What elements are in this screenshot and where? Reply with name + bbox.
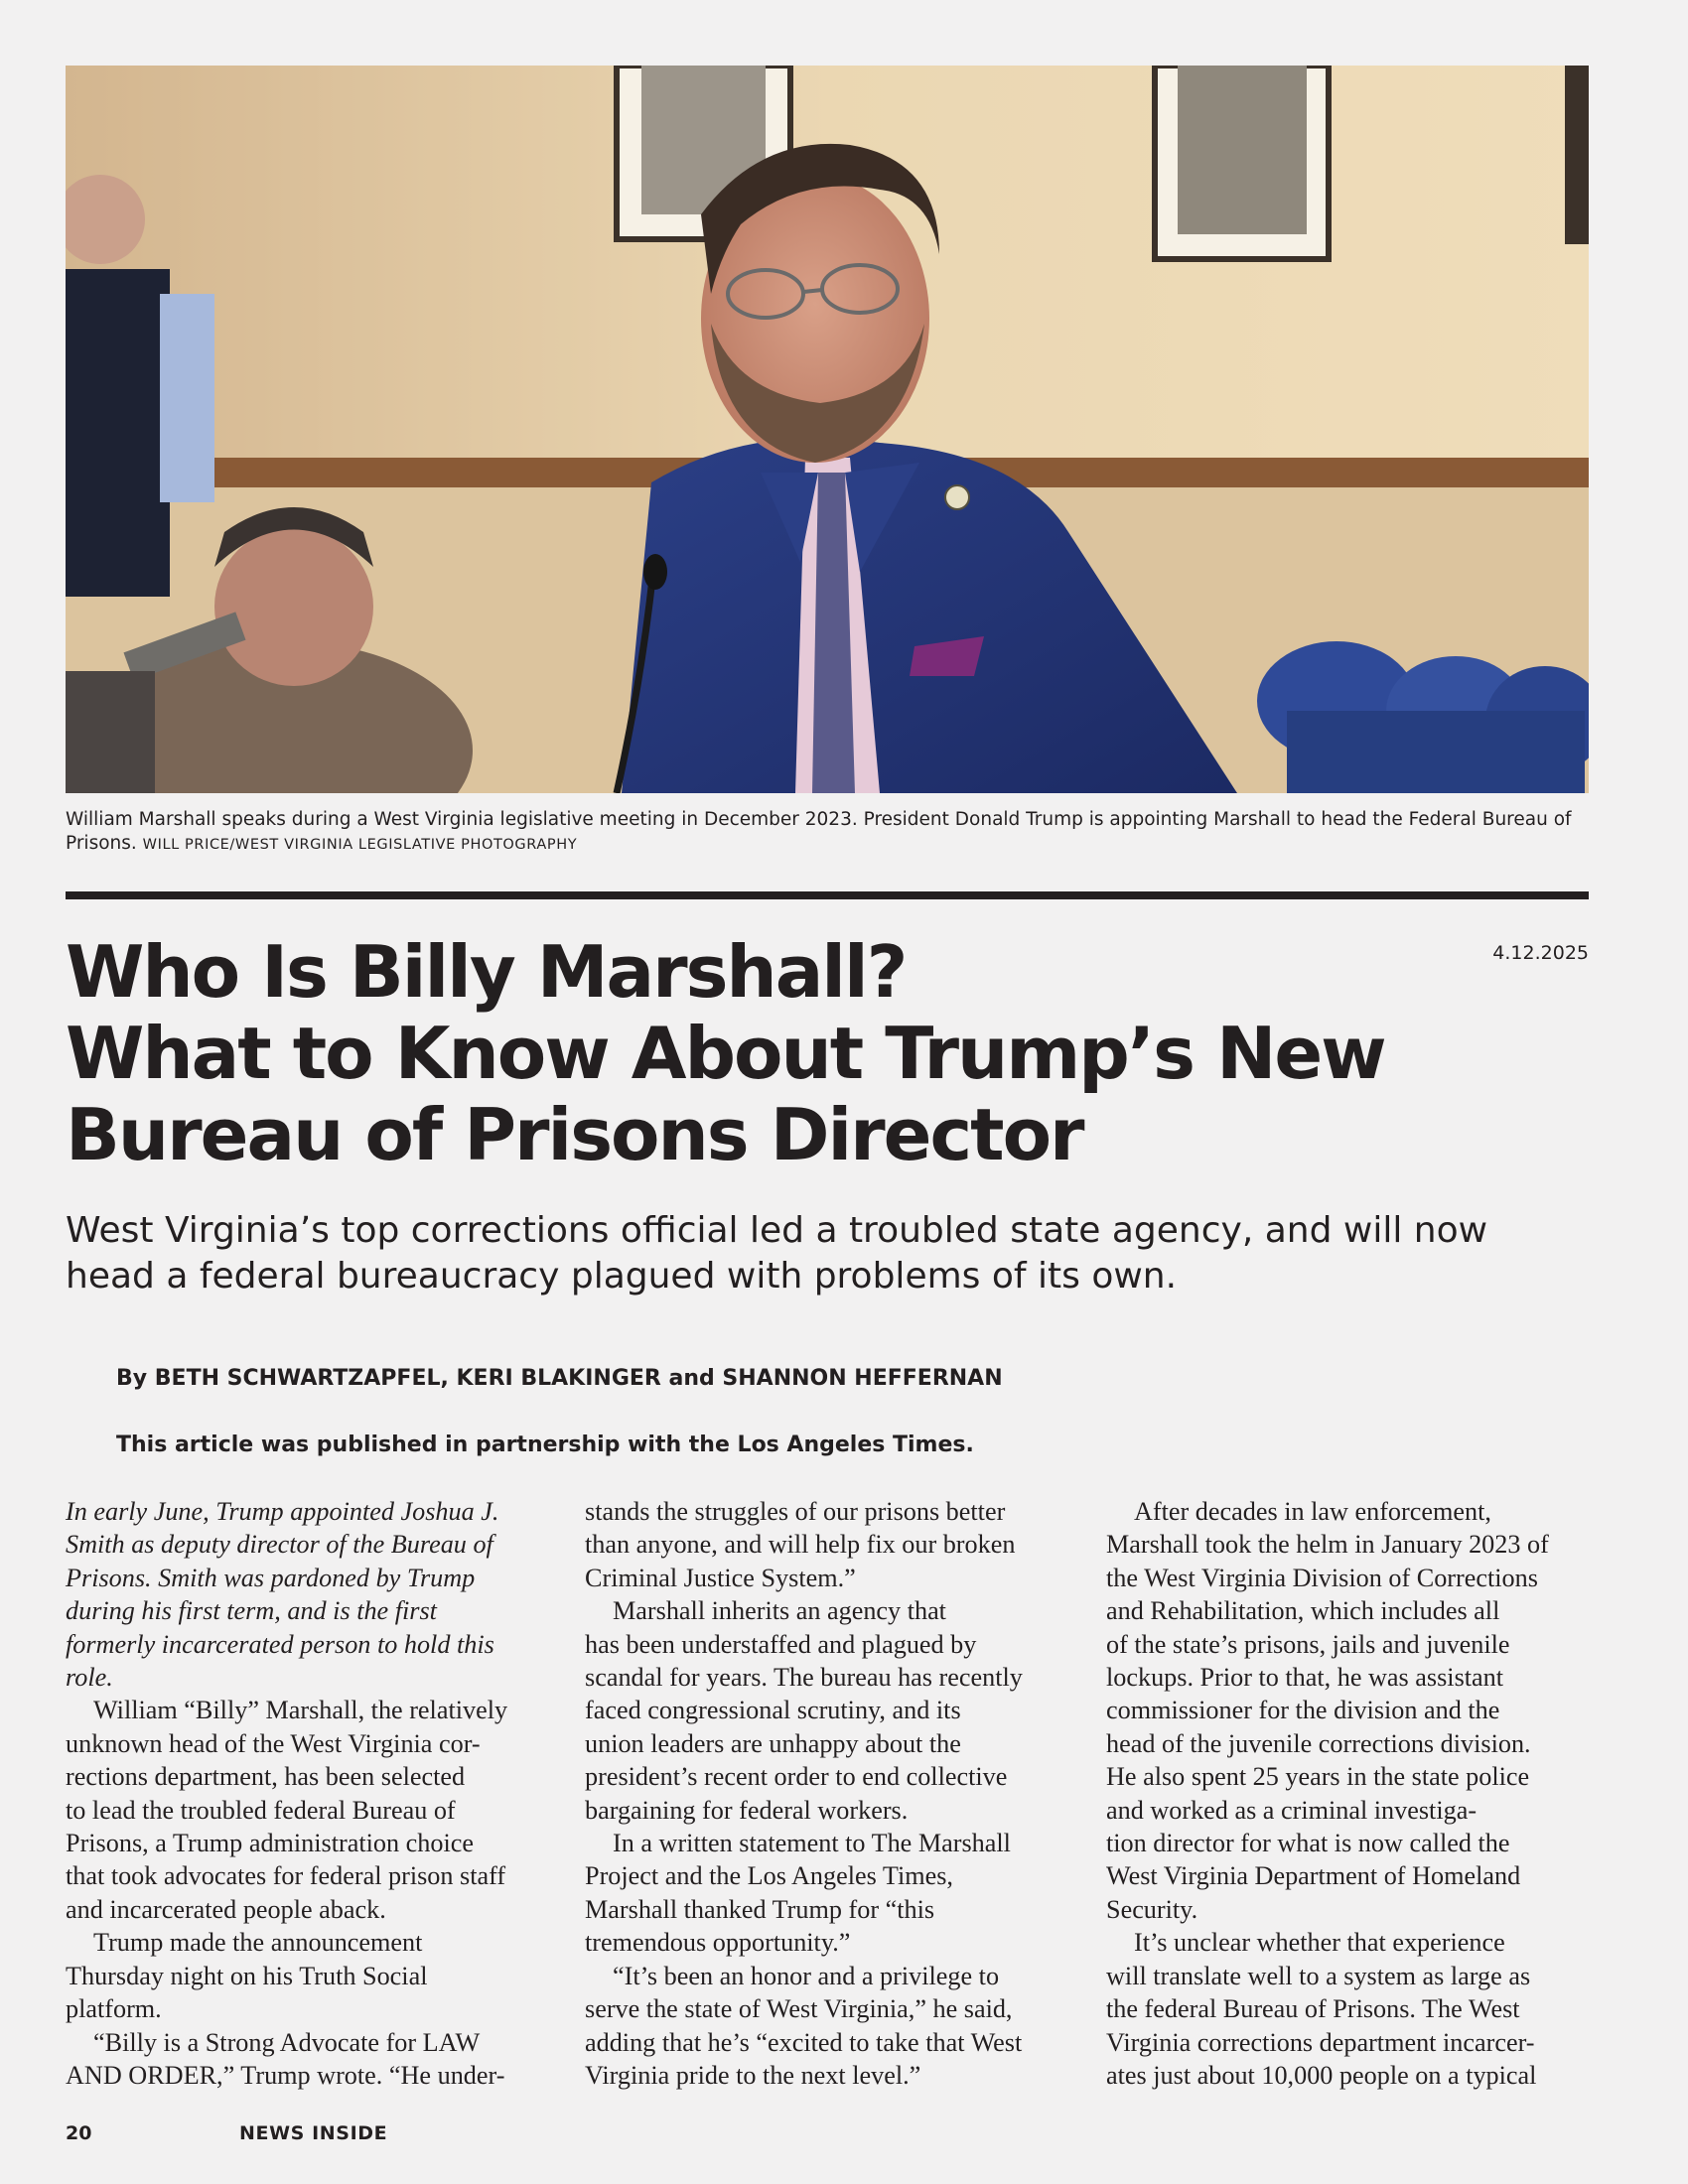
body-text-line: Virginia pride to the next level.”	[585, 2060, 921, 2090]
body-text-line: Virginia corrections department incarcer-	[1106, 2027, 1535, 2057]
article-column-3	[1106, 1495, 1588, 2092]
article-column-2	[585, 1495, 1066, 2092]
body-text-line: After decades in law enforcement,	[1134, 1497, 1491, 1526]
body-text-line: Marshall inherits an agency that	[613, 1596, 946, 1626]
body-text-line: Security.	[1106, 1894, 1198, 1924]
body-text-line: than anyone, and will help fix our broken	[585, 1530, 1016, 1560]
body-text-line: union leaders are unhappy about the	[585, 1728, 961, 1758]
body-text-line: adding that he’s “excited to take that West	[585, 2027, 1023, 2057]
body-text-line: Marshall thanked Trump for “this	[585, 1894, 935, 1924]
article-column-1	[66, 1495, 547, 2092]
body-text-line: will translate well to a system as large as	[1106, 1961, 1531, 1990]
body-text-line: It’s unclear whether that experience	[1134, 1928, 1505, 1958]
headline-line: Who Is Billy Marshall?	[66, 930, 907, 1014]
body-text-line: role.	[66, 1663, 113, 1693]
headline-line: Bureau of Prisons Director	[66, 1093, 1083, 1176]
headline	[66, 931, 1456, 1175]
body-text-line: to lead the troubled federal Bureau of	[66, 1795, 456, 1825]
body-text-line: and incarcerated people aback.	[66, 1894, 386, 1924]
body-text-line: West Virginia Department of Homeland	[1106, 1861, 1521, 1891]
body-text-line: formerly incarcerated person to hold this	[66, 1629, 494, 1659]
body-text-line: head of the juvenile corrections division.	[1106, 1728, 1531, 1758]
headline-line: What to Know About Trump’s New	[66, 1012, 1385, 1095]
body-text-line: William “Billy” Marshall, the relatively	[93, 1696, 508, 1725]
caption-text: William Marshall speaks during a West Virginia legislative meeting in December 2023. President Donald Trump is appointing Marshall to head the Federal Bureau of Prisons.	[66, 809, 1572, 854]
body-text-line: commissioner for the division and the	[1106, 1696, 1500, 1725]
body-text-line: In early June, Trump appointed Joshua J.	[66, 1497, 499, 1526]
body-text-line: president’s recent order to end collective	[585, 1762, 1008, 1792]
body-text-line: bargaining for federal workers.	[585, 1795, 909, 1825]
body-text-line: unknown head of the West Virginia cor-	[66, 1728, 481, 1758]
body-text-line: stands the struggles of our prisons better	[585, 1497, 1006, 1526]
byline: By BETH SCHWARTZAPFEL, KERI BLAKINGER and SHANNON HEFFERNAN	[116, 1366, 1003, 1391]
body-text-line: and worked as a criminal investiga-	[1106, 1795, 1477, 1825]
publish-date: 4.12.2025	[1492, 942, 1589, 964]
body-text-line: has been understaffed and plagued by	[585, 1629, 977, 1659]
body-text-line: Marshall took the helm in January 2023 of	[1106, 1530, 1549, 1560]
body-text-line: AND ORDER,” Trump wrote. “He under-	[66, 2060, 505, 2090]
body-text-line: platform.	[66, 1994, 162, 2024]
lead-photo	[66, 66, 1589, 793]
body-text-line: “Billy is a Strong Advocate for LAW	[93, 2027, 481, 2057]
body-text-line: of the state’s prisons, jails and juvenile	[1106, 1629, 1510, 1659]
body-text-line: In a written statement to The Marshall	[613, 1829, 1011, 1858]
partnership-note: This article was published in partnership with the Los Angeles Times.	[116, 1433, 974, 1457]
body-text-line: Prisons, a Trump administration choice	[66, 1829, 474, 1858]
photo-credit: WILL PRICE/WEST VIRGINIA LEGISLATIVE PHOTOGRAPHY	[142, 837, 578, 853]
body-text-line: and Rehabilitation, which includes all	[1106, 1596, 1500, 1626]
section-label: NEWS INSIDE	[239, 2122, 388, 2144]
body-text-line: the West Virginia Division of Corrections	[1106, 1563, 1538, 1592]
body-text-line: the federal Bureau of Prisons. The West	[1106, 1994, 1520, 2024]
body-text-line: that took advocates for federal prison staff	[66, 1861, 506, 1891]
page-number: 20	[66, 2122, 92, 2144]
body-text-line: lockups. Prior to that, he was assistant	[1106, 1663, 1504, 1693]
body-text-line: Criminal Justice System.”	[585, 1563, 856, 1592]
photo-illustration	[66, 66, 1589, 793]
body-text-line: tion director for what is now called the	[1106, 1829, 1510, 1858]
body-text-line: “It’s been an honor and a privilege to	[613, 1961, 1000, 1990]
headline-rule	[66, 891, 1589, 899]
body-text-line: ates just about 10,000 people on a typical	[1106, 2060, 1537, 2090]
body-text-line: scandal for years. The bureau has recently	[585, 1663, 1023, 1693]
body-text-line: Smith as deputy director of the Bureau of	[66, 1530, 493, 1560]
body-text-line: Prisons. Smith was pardoned by Trump	[66, 1563, 476, 1592]
photo-caption	[66, 808, 1589, 857]
body-text-line: He also spent 25 years in the state police	[1106, 1762, 1530, 1792]
body-text-line: Thursday night on his Truth Social	[66, 1961, 428, 1990]
body-text-line: during his first term, and is the first	[66, 1596, 437, 1626]
body-text-line: tremendous opportunity.”	[585, 1928, 851, 1958]
body-text-line: Trump made the announcement	[93, 1928, 423, 1958]
body-text-line: faced congressional scrutiny, and its	[585, 1696, 961, 1725]
body-text-line: serve the state of West Virginia,” he said,	[585, 1994, 1013, 2024]
body-text-line: Project and the Los Angeles Times,	[585, 1861, 953, 1891]
dek: West Virginia’s top corrections official led a troubled state agency, and will now head a federal bureaucracy plagued with problems of its own.	[66, 1210, 1488, 1297]
body-text-line: rections department, has been selected	[66, 1762, 466, 1792]
